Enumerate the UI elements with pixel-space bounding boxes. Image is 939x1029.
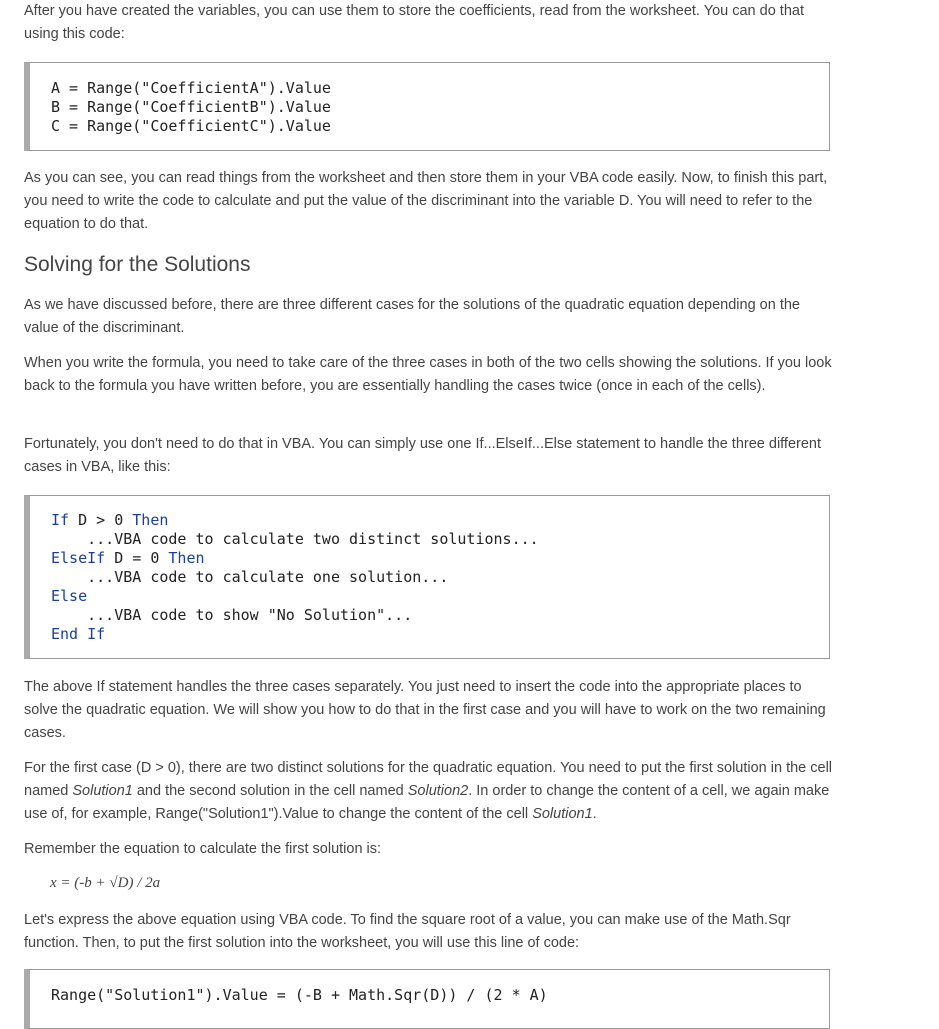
- code-line: Range("Solution1").Value = (-B + Math.Sqr(D)) / (2 * A): [51, 986, 548, 1004]
- code-line: B = Range("CoefficientB").Value: [51, 98, 331, 116]
- first-case-paragraph: [24, 757, 834, 826]
- code-block-solution: [24, 969, 830, 1029]
- text: and the second solution in the cell named: [132, 783, 408, 799]
- code-text: D > 0: [69, 511, 133, 529]
- if-statement-paragraph: The above If statement handles the three cases separately. You just need to insert the code into the appropriate places to solve the quadratic equation. We will show you how to do that in the first case and you will have to work on the two remaining cases.: [24, 679, 826, 741]
- vba-paragraph: Fortunately, you don't need to do that in VBA. You can simply use one If...ElseIf...Else statement to handle the three different cases in VBA, like this:: [24, 436, 822, 475]
- code-line: ...VBA code to show "No Solution"...: [51, 606, 413, 624]
- code-text: D = 0: [105, 549, 169, 567]
- code-block-coefficients: [24, 62, 830, 151]
- keyword: Then: [132, 511, 169, 529]
- cell-name: Solution2: [407, 783, 469, 799]
- text: . In order to change the content of a cell, we again make use of, for example, Range("Solution1").Value to change the content of the cell: [24, 783, 830, 822]
- code-line: ...VBA code to calculate two distinct solutions...: [51, 530, 539, 548]
- code-block-if-statement: [24, 495, 830, 659]
- text: .: [592, 806, 597, 822]
- code-line: A = Range("CoefficientA").Value: [51, 79, 331, 97]
- cases-paragraph: As we have discussed before, there are three different cases for the solutions of the quadratic equation depending on the value of the discriminant.: [24, 297, 800, 336]
- express-paragraph: Let's express the above equation using VBA code. To find the square root of a value, you can make use of the Math.Sqr function. Then, to put the first solution into the worksheet, you will use this line of code:: [24, 912, 791, 951]
- code-line: Else: [51, 587, 88, 605]
- equation: x = (-b + √D) / 2a: [50, 875, 161, 891]
- keyword: If: [51, 511, 70, 529]
- code-line: End If: [51, 625, 106, 643]
- keyword: Then: [168, 549, 205, 567]
- text: For the first case (D > 0), there are two distinct solutions for the quadratic equation. You need to put the first solution in the cell named: [24, 760, 833, 799]
- intro-paragraph: After you have created the variables, you can use them to store the coefficients, read from the worksheet. You can do that using this code:: [24, 3, 804, 42]
- remember-paragraph: Remember the equation to calculate the first solution is:: [24, 841, 382, 857]
- cell-name: Solution1: [72, 783, 133, 799]
- formula-paragraph: When you write the formula, you need to take care of the three cases in both of the two cells showing the solutions. If you look back to the formula you have written before, you are essentially handling the cases twice (once in each of the cells).: [24, 355, 832, 394]
- code-line: [51, 549, 829, 568]
- cell-name: Solution1: [532, 806, 593, 822]
- keyword: ElseIf: [51, 549, 106, 567]
- code-line: ...VBA code to calculate one solution...: [51, 568, 449, 586]
- section-heading: Solving for the Solutions: [24, 253, 251, 276]
- code-line: C = Range("CoefficientC").Value: [51, 117, 331, 135]
- code-line: [51, 511, 829, 530]
- discriminant-paragraph: As you can see, you can read things from the worksheet and then store them in your VBA code easily. Now, to finish this part, you need to write the code to calculate and put the value of the discriminant into the variable D. You will need to refer to the equation to do that.: [24, 170, 828, 232]
